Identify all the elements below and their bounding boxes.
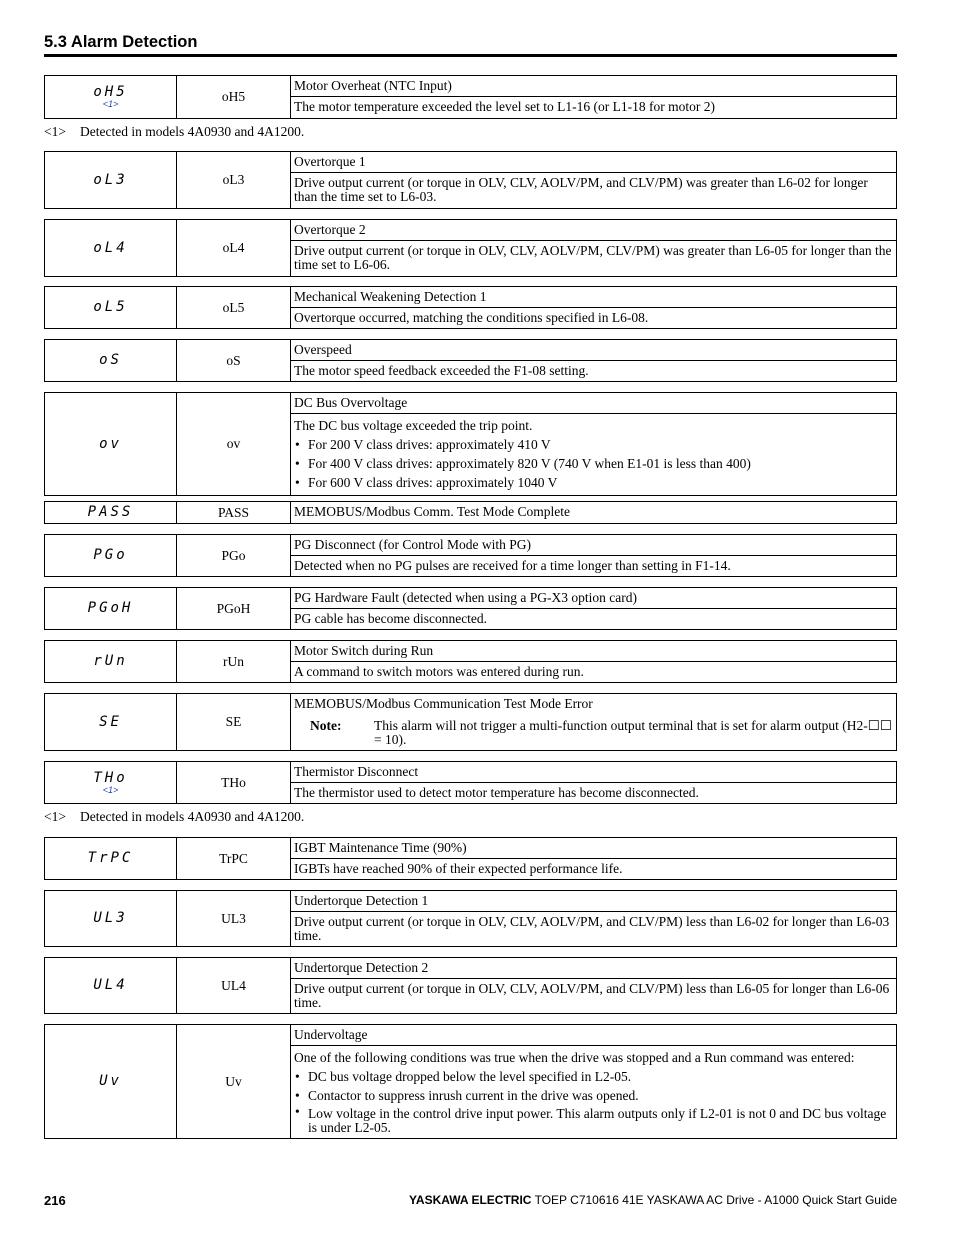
alarm-detail: [291, 694, 897, 751]
alarm-cause: The DC bus voltage exceeded the trip point.: [294, 418, 533, 433]
alarm-table-run: [44, 640, 897, 683]
alarm-table-ov: [44, 392, 897, 496]
display-digits: SE: [99, 713, 122, 730]
alarm-cause: Drive output current (or torque in OLV, CLV, AOLV/PM, and CLV/PM) was greater than L6-02 for longer than the time set to L6-03.: [291, 173, 897, 209]
digital-operator-display: [45, 838, 177, 880]
footnote-marker: <1>: [44, 809, 66, 824]
alarm-name: Motor Switch during Run: [291, 641, 897, 662]
note-text: This alarm will not trigger a multi-function output terminal that is set for alarm output (H2-☐☐ = 10).: [374, 718, 892, 747]
alarm-name: Overtorque 1: [291, 152, 897, 173]
digital-operator-display: [45, 958, 177, 1014]
alarm-code: oS: [177, 340, 291, 382]
footnote: [44, 124, 304, 140]
alarm-name: Undervoltage: [291, 1025, 897, 1046]
alarm-cause: Drive output current (or torque in OLV, CLV, AOLV/PM, CLV/PM) was greater than L6-05 for longer than the time set to L6-06.: [291, 241, 897, 277]
alarm-name: IGBT Maintenance Time (90%): [291, 838, 897, 859]
bullet-list: [294, 435, 893, 492]
alarm-cause: A command to switch motors was entered during run.: [291, 662, 897, 683]
section-divider: [44, 54, 897, 57]
alarm-table-pgo: [44, 534, 897, 577]
alarm-code: THo: [177, 762, 291, 804]
digital-operator-display: [45, 340, 177, 382]
alarm-name: Overspeed: [291, 340, 897, 361]
alarm-cause: The thermistor used to detect motor temperature has become disconnected.: [291, 783, 897, 804]
bullet-item: • DC bus voltage dropped below the level specified in L2-05.: [294, 1067, 893, 1086]
alarm-table-trpc: [44, 837, 897, 880]
alarm-table-tho: [44, 761, 897, 804]
alarm-table-ol3: [44, 151, 897, 209]
bullet-item: • For 400 V class drives: approximately 820 V (740 V when E1-01 is less than 400): [294, 454, 893, 473]
display-digits: oL4: [93, 239, 128, 256]
alarm-table-ol5: [44, 286, 897, 329]
alarm-cause-block: [291, 1046, 897, 1139]
alarm-code: oH5: [177, 76, 291, 119]
digital-operator-display: [45, 287, 177, 329]
alarm-table-oh5: [44, 75, 897, 119]
alarm-code: ov: [177, 393, 291, 496]
footnote-text: Detected in models 4A0930 and 4A1200.: [80, 809, 305, 824]
digital-operator-display: [45, 891, 177, 947]
display-digits: oL3: [93, 171, 128, 188]
alarm-table-uv: [44, 1024, 897, 1139]
alarm-name: PG Disconnect (for Control Mode with PG): [291, 535, 897, 556]
bullet-item: • Low voltage in the control drive input power. This alarm outputs only if L2-01 is not 0 and DC bus voltage is under L2-05.: [294, 1105, 893, 1135]
alarm-table-pass: [44, 501, 897, 524]
digital-operator-display: [45, 694, 177, 751]
alarm-name: DC Bus Overvoltage: [291, 393, 897, 414]
bullet-list: [294, 1067, 893, 1135]
alarm-cause: One of the following conditions was true when the drive was stopped and a Run command was entered:: [294, 1050, 855, 1065]
alarm-code: UL3: [177, 891, 291, 947]
alarm-table-se: [44, 693, 897, 751]
display-digits: TrPC: [87, 850, 134, 866]
alarm-code: SE: [177, 694, 291, 751]
alarm-code: UL4: [177, 958, 291, 1014]
alarm-name: Undertorque Detection 2: [291, 958, 897, 979]
digital-operator-display: [45, 152, 177, 209]
page-footer: [409, 1193, 897, 1207]
footnote: [44, 809, 304, 825]
bullet-item: • Contactor to suppress inrush current in the drive was opened.: [294, 1086, 893, 1105]
display-digits: Uv: [99, 1073, 122, 1089]
digital-operator-display: [45, 76, 177, 119]
alarm-name: MEMOBUS/Modbus Comm. Test Mode Complete: [291, 502, 897, 524]
alarm-code: oL3: [177, 152, 291, 209]
footnote-ref-link[interactable]: <1>: [102, 99, 119, 109]
note-block: [294, 711, 893, 747]
alarm-code: PGoH: [177, 588, 291, 630]
display-digits: PGo: [93, 547, 128, 563]
page-number: 216: [44, 1193, 66, 1208]
alarm-cause-block: [291, 414, 897, 496]
digital-operator-display: [45, 502, 177, 524]
alarm-name: MEMOBUS/Modbus Communication Test Mode Error: [294, 696, 593, 711]
alarm-code: Uv: [177, 1025, 291, 1139]
alarm-code: rUn: [177, 641, 291, 683]
section-title: 5.3 Alarm Detection: [44, 33, 198, 51]
note-label: Note:: [310, 718, 342, 733]
display-digits: oS: [99, 352, 122, 368]
digital-operator-display: [45, 762, 177, 804]
footer-company: YASKAWA ELECTRIC: [409, 1193, 532, 1207]
alarm-table-ul3: [44, 890, 897, 947]
alarm-code: TrPC: [177, 838, 291, 880]
alarm-cause: PG cable has become disconnected.: [291, 609, 897, 630]
alarm-table-pgoh: [44, 587, 897, 630]
footer-doc-title: TOEP C710616 41E YASKAWA AC Drive - A1000 Quick Start Guide: [531, 1193, 897, 1207]
digital-operator-display: [45, 1025, 177, 1139]
alarm-code: oL4: [177, 220, 291, 277]
display-digits: UL3: [93, 910, 128, 926]
alarm-cause: The motor temperature exceeded the level set to L1-16 (or L1-18 for motor 2): [291, 97, 897, 119]
digital-operator-display: [45, 641, 177, 683]
alarm-cause: Detected when no PG pulses are received for a time longer than setting in F1-14.: [291, 556, 897, 577]
alarm-code: PASS: [177, 502, 291, 524]
display-digits: PGoH: [87, 600, 134, 616]
display-digits: UL4: [93, 977, 128, 993]
alarm-table-ul4: [44, 957, 897, 1014]
display-digits: ov: [99, 435, 122, 452]
bullet-item: • For 200 V class drives: approximately 410 V: [294, 435, 893, 454]
digital-operator-display: [45, 588, 177, 630]
display-digits: rUn: [93, 653, 128, 669]
alarm-code: oL5: [177, 287, 291, 329]
alarm-name: Undertorque Detection 1: [291, 891, 897, 912]
footnote-ref-link[interactable]: <1>: [102, 784, 119, 795]
display-digits: THo: [93, 769, 128, 786]
alarm-name: Motor Overheat (NTC Input): [291, 76, 897, 97]
digital-operator-display: [45, 220, 177, 277]
alarm-name: PG Hardware Fault (detected when using a PG-X3 option card): [291, 588, 897, 609]
display-digits: PASS: [87, 504, 134, 520]
alarm-table-os: [44, 339, 897, 382]
alarm-name: Overtorque 2: [291, 220, 897, 241]
bullet-item: • For 600 V class drives: approximately 1040 V: [294, 473, 893, 492]
alarm-table-ol4: [44, 219, 897, 277]
footnote-marker: <1>: [44, 124, 66, 139]
alarm-cause: Overtorque occurred, matching the conditions specified in L6-08.: [291, 308, 897, 329]
display-digits: oH5: [93, 84, 128, 100]
alarm-cause: Drive output current (or torque in OLV, CLV, AOLV/PM, and CLV/PM) less than L6-05 for longer than L6-06 time.: [291, 979, 897, 1014]
alarm-name: Mechanical Weakening Detection 1: [291, 287, 897, 308]
alarm-cause: IGBTs have reached 90% of their expected performance life.: [291, 859, 897, 880]
footnote-text: Detected in models 4A0930 and 4A1200.: [80, 124, 305, 139]
alarm-cause: The motor speed feedback exceeded the F1-08 setting.: [291, 361, 897, 382]
digital-operator-display: [45, 393, 177, 496]
alarm-code: PGo: [177, 535, 291, 577]
digital-operator-display: [45, 535, 177, 577]
display-digits: oL5: [93, 299, 128, 315]
alarm-cause: Drive output current (or torque in OLV, CLV, AOLV/PM, and CLV/PM) less than L6-02 for longer than L6-03 time.: [291, 912, 897, 947]
alarm-name: Thermistor Disconnect: [291, 762, 897, 783]
